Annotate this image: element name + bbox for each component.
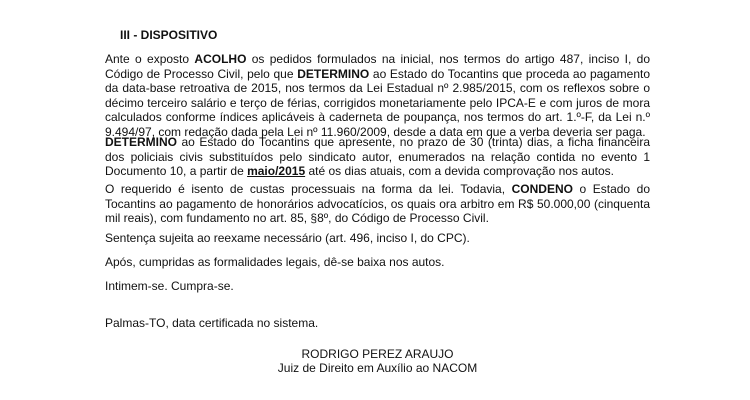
- p1-text-2: os pedidos formulados na inicial, nos termos do artigo 487, inciso I, do Código de Processo Civil, pelo que: [105, 52, 650, 81]
- paragraph-condeno: [105, 182, 650, 226]
- paragraph-determino: [105, 135, 650, 179]
- p2-text-2: até os dias atuais, com a devida comprovação nos autos.: [305, 164, 614, 178]
- p2-text-1: ao Estado do Tocantins que apresente, no prazo de 30 (trinta) dias, a ficha financeira dos policiais civis substituídos pelo sindicato autor, enumerados na relação contida no evento 1 Documento 10, a partir de: [105, 135, 650, 178]
- judge-name: RODRIGO PEREZ ARAUJO: [301, 347, 454, 361]
- acolho-keyword: ACOLHO: [194, 52, 247, 66]
- paragraph-baixa: Após, cumpridas as formalidades legais, dê-se baixa nos autos.: [105, 255, 445, 269]
- paragraph-intimem: Intimem-se. Cumpra-se.: [105, 279, 234, 293]
- section-heading: III - DISPOSITIVO: [120, 28, 218, 42]
- paragraph-local-data: Palmas-TO, data certificada no sistema.: [105, 316, 319, 330]
- p3-text-1: O requerido é isento de custas processuais na forma da lei. Todavia,: [105, 182, 512, 196]
- p1-text-1: Ante o exposto: [105, 52, 195, 66]
- determino-keyword: DETERMINO: [297, 66, 370, 81]
- condeno-keyword: CONDENO: [511, 182, 573, 196]
- date-reference: maio/2015: [247, 164, 306, 178]
- determino-keyword-2: DETERMINO: [105, 135, 177, 149]
- p3-text-2: o Estado do Tocantins ao pagamento de honorários advocatícios, os quais ora arbitro em R$ 50.000,00 (cinquenta mil reais), com fundamento no art. 85, §8º, do Código de Processo Civil.: [105, 182, 650, 225]
- paragraph-reexame: Sentença sujeita ao reexame necessário (art. 496, inciso I, do CPC).: [105, 231, 470, 245]
- p1-text-3: ao Estado do Tocantins que proceda ao pagamento da data-base retroativa de 2015, nos termos da Lei Estadual nº 2.985/2015, com os reflexos sobre o décimo terceiro salário e terço de férias, corrigidos monetariamente pelo IPCA-E e com juros de mora calculados conforme índices aplicáveis à caderneta de poupança, nos termos do art. 1.º-F, da Lei n.º 9.494/97, com redação dada pela Lei nº 11.960/2009, desde a data em que a verba deveria ser paga.: [105, 66, 650, 139]
- signature-block: [105, 347, 650, 375]
- paragraph-acolho: [105, 52, 650, 139]
- judge-role: Juiz de Direito em Auxílio ao NACOM: [277, 361, 478, 375]
